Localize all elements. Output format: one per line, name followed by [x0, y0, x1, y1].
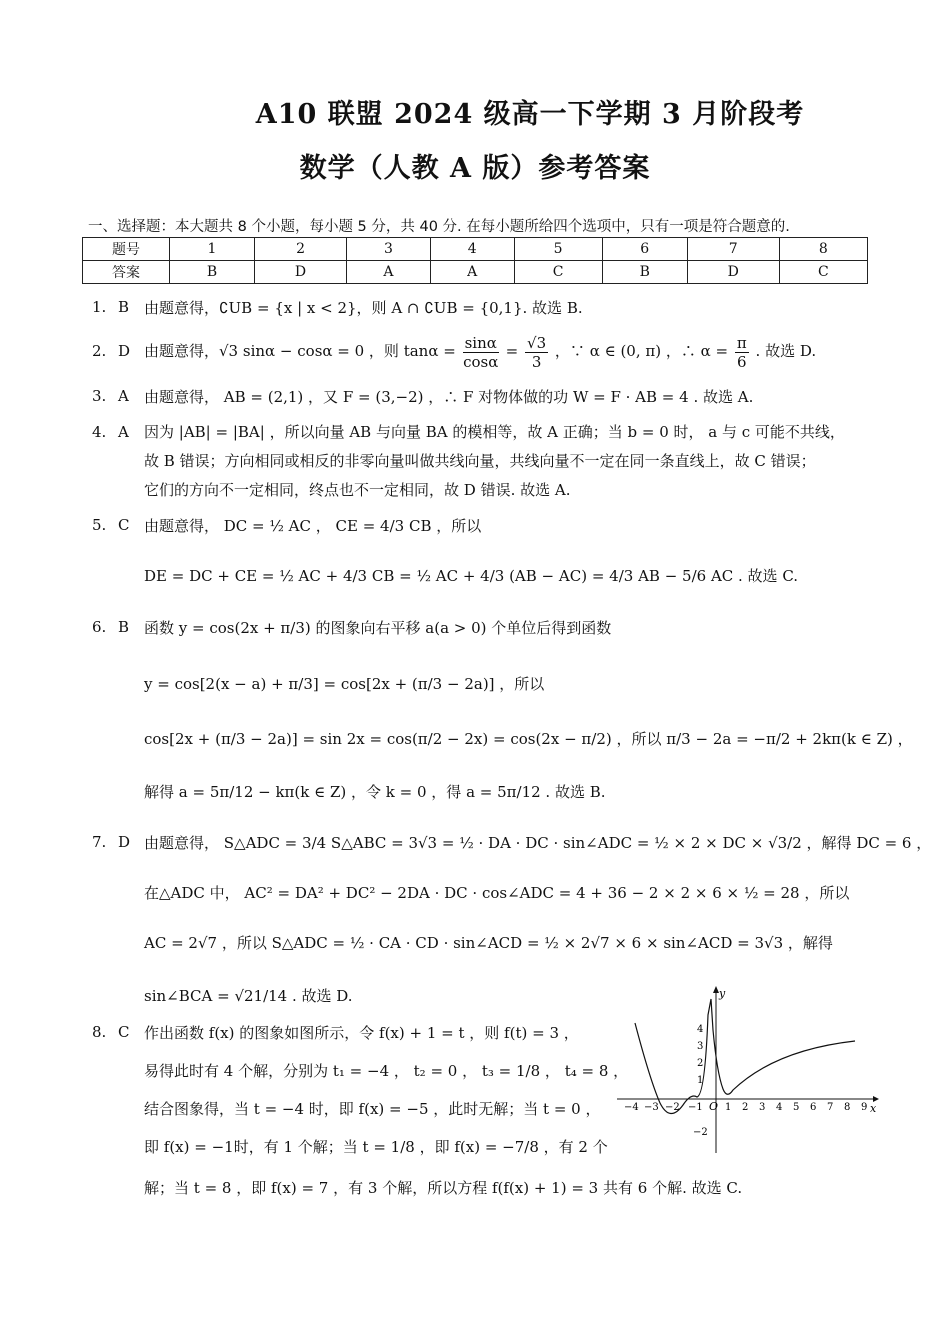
- table-cell: 5: [514, 238, 602, 261]
- table-cell: 3: [347, 238, 431, 261]
- tick-label: −2: [693, 1127, 708, 1138]
- q8-line5: 解；当 t = 8 ，即 f(x) = 7 ，有 3 个解，所以方程 f(f(x) + 1) = 3 共有 6 个解. 故选 C.: [144, 1179, 743, 1197]
- table-cell: 8: [779, 238, 867, 261]
- question-number: 2.: [92, 342, 107, 360]
- table-cell: 1: [170, 238, 255, 261]
- tick-label: 5: [793, 1102, 800, 1113]
- denominator: 6: [737, 352, 747, 371]
- denominator: 3: [531, 352, 542, 371]
- q1-text: 由题意得，∁UB = {x | x < 2}，则 A ∩ ∁UB = {0,1}. 故选 B.: [144, 299, 583, 317]
- tick-label: 7: [827, 1102, 834, 1113]
- q2-text-a: 由题意得，√3 sinα − cosα = 0 ，则 tanα =: [144, 342, 456, 360]
- question-answer: A: [118, 423, 129, 441]
- q7-line3: AC = 2√7 ，所以 S△ADC = ½ · CA · CD · sin∠ACD = ½ × 2√7 × 6 × sin∠ACD = 3√3 ，解得: [144, 934, 833, 952]
- table-cell: B: [602, 261, 687, 284]
- q7-line2: 在△ADC 中， AC² = DA² + DC² − 2DA · DC · cos∠ADC = 4 + 36 − 2 × 2 × 6 × ½ = 28 ，所以: [144, 884, 850, 902]
- q7-line4: sin∠BCA = √21/14 . 故选 D.: [144, 987, 353, 1005]
- tick-label: 4: [776, 1102, 783, 1113]
- tick-label: 3: [759, 1102, 766, 1113]
- table-cell: 4: [430, 238, 514, 261]
- q5-line2: DE = DC + CE = ½ AC + 4/3 CB = ½ AC + 4/3 (AB − AC) = 4/3 AB − 5/6 AC . 故选 C.: [144, 567, 799, 585]
- q6-line4: 解得 a = 5π/12 − kπ(k ∈ Z) ，令 k = 0 ，得 a = 5π/12 . 故选 B.: [144, 783, 606, 801]
- question-number: 7.: [92, 833, 107, 851]
- q8-line4: 即 f(x) = −1时，有 1 个解；当 t = 1/8 ，即 f(x) = −7/8 ，有 2 个: [144, 1138, 608, 1156]
- q3-text: 由题意得， AB = (2,1) ，又 F = (3,−2) ，∴ F 对物体做的功 W = F · AB = 4 . 故选 A.: [144, 388, 754, 406]
- fraction: [525, 334, 548, 371]
- q6-line1: 函数 y = cos(2x + π/3) 的图象向右平移 a(a > 0) 个单位后得到函数: [144, 619, 612, 637]
- tick-label: −3: [644, 1102, 659, 1113]
- q8-line2: 易得此时有 4 个解，分别为 t₁ = −4 ， t₂ = 0 ， t₃ = 1/8 ， t₄ = 8 ，: [144, 1062, 629, 1080]
- question-number: 8.: [92, 1023, 107, 1041]
- question-answer: B: [118, 618, 130, 636]
- tick-label: 3: [697, 1041, 704, 1052]
- question-answer: D: [118, 342, 131, 360]
- tick-label: 1: [697, 1075, 704, 1086]
- denominator: cosα: [463, 352, 499, 371]
- table-cell: D: [255, 261, 347, 284]
- question-number: 1.: [92, 298, 107, 316]
- table-cell: 7: [687, 238, 779, 261]
- table-row: [83, 238, 868, 261]
- tick-label: 2: [697, 1058, 704, 1069]
- numerator: π: [736, 333, 747, 352]
- table-cell: C: [779, 261, 867, 284]
- table-cell: A: [430, 261, 514, 284]
- q7-line1: 由题意得， S△ADC = 3/4 S△ABC = 3√3 = ½ · DA · DC · sin∠ADC = ½ × 2 × DC × √3/2 ，解得 DC = 6 ，: [144, 834, 932, 852]
- table-row: [83, 261, 868, 284]
- question-answer: C: [118, 1023, 130, 1041]
- table-cell: 6: [602, 238, 687, 261]
- question-answer: C: [118, 516, 130, 534]
- q6-line3: cos[2x + (π/3 − 2a)] = sin 2x = cos(π/2 − 2x) = cos(2x − π/2) ，所以 π/3 − 2a = −π/2 + 2kπ(k ∈ Z) ，: [144, 730, 913, 748]
- tick-label: −1: [688, 1102, 703, 1113]
- table-cell: 2: [255, 238, 347, 261]
- tick-label: 1: [725, 1102, 732, 1113]
- table-header: 题号: [83, 238, 170, 261]
- tick-label: −4: [624, 1102, 639, 1113]
- q8-line3: 结合图象得，当 t = −4 时，即 f(x) = −5 ，此时无解；当 t = 0 ，: [144, 1100, 601, 1118]
- numerator: √3: [527, 333, 547, 352]
- question-number: 3.: [92, 387, 107, 405]
- question-answer: B: [118, 298, 130, 316]
- section-heading: 一、选择题：本大题共 8 个小题，每小题 5 分，共 40 分. 在每小题所给四个选项中，只有一项是符合题意的.: [88, 219, 790, 235]
- tick-label: 6: [810, 1102, 817, 1113]
- tick-label: 4: [697, 1024, 704, 1035]
- q4-line: 因为 |AB| = |BA| ，所以向量 AB 与向量 BA 的模相等，故 A 正确；当 b = 0 时， a 与 c 可能不共线，: [144, 423, 845, 441]
- tick-label: 9: [861, 1102, 868, 1113]
- q6-line2: y = cos[2(x − a) + π/3] = cos[2x + (π/3 − 2a)] ，所以: [144, 675, 545, 693]
- table-cell: C: [514, 261, 602, 284]
- y-label: y: [719, 987, 726, 1000]
- q5-line1: 由题意得， DC = ½ AC ， CE = 4/3 CB ，所以: [144, 517, 482, 535]
- page-title: A10 联盟 2024 级高一下学期 3 月阶段考: [255, 99, 805, 130]
- question-number: 5.: [92, 516, 107, 534]
- question-number: 4.: [92, 423, 107, 441]
- function-graph: [615, 985, 880, 1155]
- q4-text: [144, 418, 864, 505]
- table-cell: D: [687, 261, 779, 284]
- q2-text-b: ，∵ α ∈ (0, π) ，∴ α =: [554, 342, 729, 360]
- answer-table: [82, 237, 868, 284]
- question-answer: D: [118, 833, 131, 851]
- numerator: sinα: [464, 333, 497, 352]
- q2-text-c: . 故选 D.: [755, 342, 817, 360]
- table-cell: B: [170, 261, 255, 284]
- x-label: x: [870, 1102, 877, 1115]
- question-number: 6.: [92, 618, 107, 636]
- page-subtitle: 数学（人教 A 版）参考答案: [299, 153, 651, 184]
- tick-label: 2: [742, 1102, 749, 1113]
- question-answer: A: [118, 387, 129, 405]
- fraction: [735, 334, 749, 371]
- q4-line: 它们的方向不一定相同，终点也不一定相同，故 D 错误. 故选 A.: [144, 481, 571, 499]
- function-curve: [635, 999, 855, 1114]
- table-cell: A: [347, 261, 431, 284]
- tick-label: −2: [665, 1102, 680, 1113]
- origin-label: O: [709, 1100, 719, 1113]
- q4-line: 故 B 错误；方向相同或相反的非零向量叫做共线向量，共线向量不一定在同一条直线上，故 C 错误；: [144, 452, 816, 470]
- q8-line1: 作出函数 f(x) 的图象如图所示，令 f(x) + 1 = t ，则 f(t) = 3 ，: [144, 1024, 579, 1042]
- fraction: [463, 334, 499, 371]
- q2-text: [144, 326, 816, 376]
- equals: =: [505, 342, 519, 360]
- table-header: 答案: [83, 261, 170, 284]
- tick-label: 8: [844, 1102, 851, 1113]
